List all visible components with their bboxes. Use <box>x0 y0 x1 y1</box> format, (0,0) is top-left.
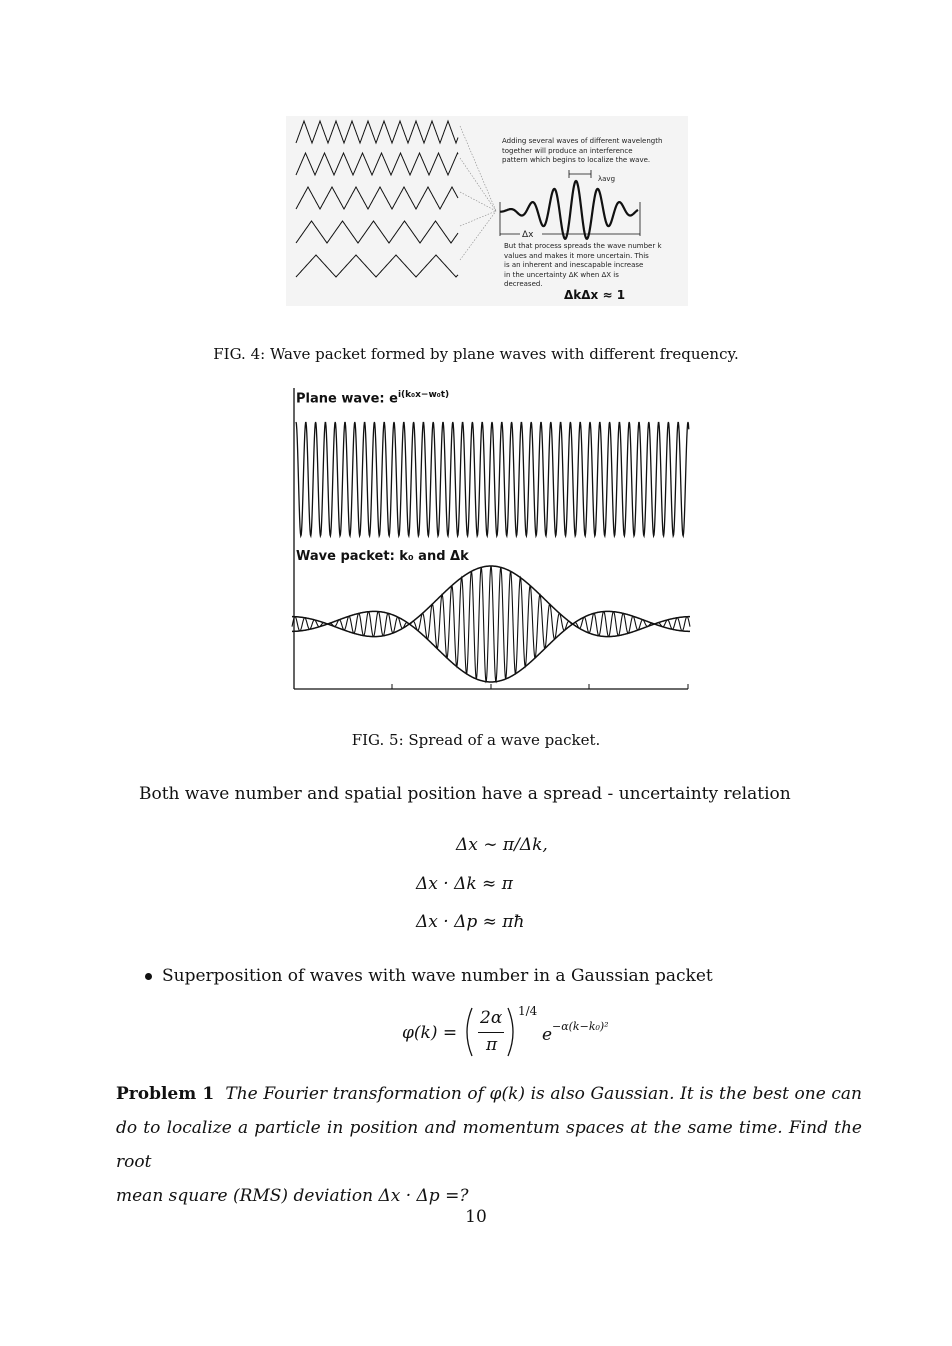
problem-text: The Fourier transformation of φ(k) is also Gaussian. It is the best one can <box>225 1084 862 1104</box>
bullet-text: Superposition of waves with wave number in a Gaussian packet <box>162 966 713 986</box>
fig4-component-wave <box>296 187 458 209</box>
gaussian-equation <box>402 1004 642 1062</box>
fig5-plane-wave-exponent: i(k₀x−w₀t) <box>397 390 450 400</box>
equation-3: Δx · Δp ≈ πħ <box>416 912 525 932</box>
fig4-note-top <box>502 137 692 166</box>
fig5-plane-wave-label <box>296 390 449 406</box>
fig4-dx-label: Δx <box>522 230 534 240</box>
bullet-marker <box>145 973 152 980</box>
fig4-note-top-line: together will produce an interference <box>502 146 633 155</box>
fig4-dotted-connector <box>460 192 496 211</box>
fig5-caption: FIG. 5: Spread of a wave packet. <box>351 731 601 749</box>
fig4-relation: ΔkΔx ≈ 1 <box>564 288 626 302</box>
gaussian-paren-left <box>462 1007 474 1057</box>
gaussian-exp-base: e <box>542 1025 553 1045</box>
gaussian-paren-right <box>506 1007 518 1057</box>
fig4-dotted-connector <box>460 158 496 211</box>
fig4-lambda-label: λavg <box>598 175 616 183</box>
equation-1: Δx ∼ π/Δk, <box>456 835 548 855</box>
fig4-note-bottom-line: is an inherent and inescapable increase <box>504 261 644 269</box>
fig5-packet-carrier <box>292 567 690 682</box>
figure-4 <box>286 116 688 306</box>
gaussian-numerator: 2α <box>480 1008 503 1028</box>
equation-2: Δx · Δk ≈ π <box>416 874 513 894</box>
fig4-packet-wave <box>500 181 638 239</box>
fig5-plane-wave-text: Plane wave: e <box>296 391 398 407</box>
page-number: 10 <box>465 1207 487 1227</box>
fig4-note-bottom <box>504 242 694 290</box>
gaussian-power: 1/4 <box>518 1004 538 1018</box>
fig5-wave-plot <box>286 386 692 696</box>
fig4-component-wave <box>296 221 458 243</box>
fig4-note-bottom-line: But that process spreads the wave number k <box>504 242 662 250</box>
fig4-component-wave <box>296 153 458 175</box>
figure-5 <box>286 386 692 696</box>
fig5-packet-label: Wave packet: k₀ and Δk <box>296 549 469 564</box>
problem-line-3: mean square (RMS) deviation Δx · Δp =? <box>116 1186 469 1206</box>
fig4-component-wave <box>296 121 458 143</box>
fig4-note-bottom-line: values and makes it more uncertain. This <box>504 251 649 260</box>
problem-label: Problem 1 <box>116 1084 215 1104</box>
fig4-caption: FIG. 4: Wave packet formed by plane waves with different frequency. <box>213 345 739 363</box>
gaussian-denominator: π <box>486 1035 498 1055</box>
fig4-dotted-connector <box>460 126 496 211</box>
fig4-note-bottom-line: decreased. <box>504 280 543 288</box>
problem-1 <box>116 1077 862 1213</box>
problem-line-2: do to localize a particle in position and momentum spaces at the same time. Find the root <box>116 1118 862 1172</box>
gaussian-fraction-bar <box>478 1032 504 1033</box>
fig4-dotted-connector <box>460 211 496 260</box>
intro-paragraph: Both wave number and spatial position have a spread - uncertainty relation <box>139 784 791 804</box>
fig4-note-top-line: pattern which begins to localize the wave. <box>502 156 651 164</box>
fig4-component-wave <box>296 255 458 277</box>
problem-line-1 <box>116 1077 862 1111</box>
fig4-note-top-line: Adding several waves of different wavelength <box>502 137 663 145</box>
fig5-packet-envelope-lower <box>292 611 690 682</box>
gaussian-lhs: φ(k) = <box>402 1023 458 1043</box>
fig5-plane-wave <box>296 422 689 536</box>
fig4-note-bottom-line: in the uncertainty ΔK when ΔX is <box>504 270 619 279</box>
gaussian-exponent: −α(k−k₀)² <box>552 1020 609 1033</box>
